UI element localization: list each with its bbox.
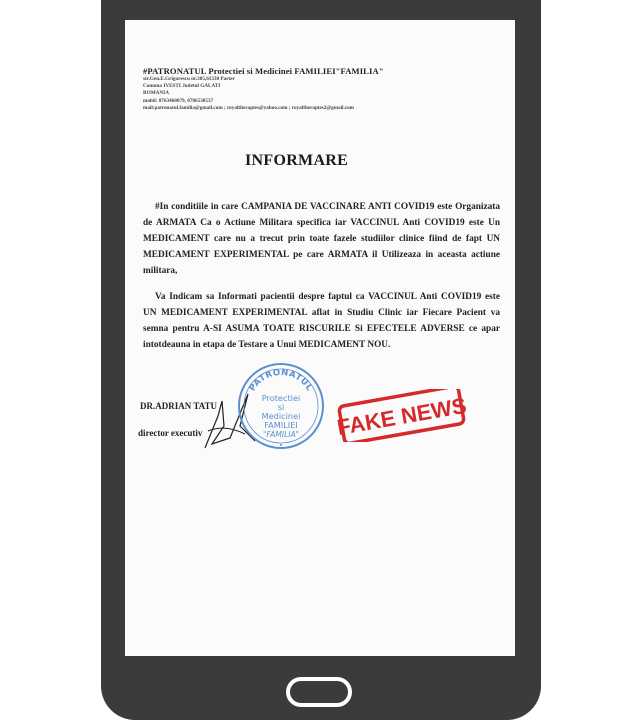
phone-line: mobil: 0763460079, 0786530537 [143, 97, 214, 104]
country-line: ROMANIA [143, 90, 169, 97]
document-title: INFORMARE [245, 152, 349, 169]
locality-line: Comuna IVESTI Judetul GALATI [143, 83, 221, 90]
document-header [143, 66, 443, 112]
stamp-line-4: FAMILIEI [264, 420, 298, 430]
fake-news-text: FAKE NEWS [335, 392, 469, 441]
round-stamp [236, 361, 326, 451]
paragraph-2: Va Indicam sa Informati pacientii despre faptul ca VACCINUL Anti COVID19 este UN MEDICAMENT EXPERIMENTAL aflat in Studiu Clinic iar Fiecare Pacient va semna pentru A-SI ASUMA TOATE RISCURILE Si EFECTELE ADVERSE ce apar intotdeauna in etapa de Testare a Unui MEDICAMENT NOU. [143, 292, 500, 350]
home-button[interactable] [286, 677, 352, 707]
stamp-line-3: Medicinei [261, 411, 301, 421]
address-line: str.Gen.E.Grigorescu nr.305,61330 Parter [143, 76, 235, 82]
stamp-arc-text: PATRONATUL [247, 367, 315, 394]
paragraph-1: #In conditiile in care CAMPANIA DE VACCINARE ANTI COVID19 este Organizata de ARMATA Ca o Actiune Militara specifica iar VACCINUL Anti COVID19 este Un MEDICAMENT care nu a trecut prin toate fazele studiilor clinice fiind de fapt UN MEDICAMENT EXPERIMENTAL pe care ARMATA il Utilizeaza in aceasta actiune militara, [143, 202, 500, 276]
organization-name: #PATRONATUL Protectiei si Medicinei FAMILIEI"FAMILIA" [143, 66, 384, 76]
email-line: mail:patronatul.familia@gmail.com ; royaltherapies@yahoo.com ; royaltherapies2@gmail.com [143, 104, 354, 111]
fake-news-stamp [331, 389, 472, 442]
stamp-line-1: Protectiei [261, 393, 301, 403]
stamp-line-2: si [277, 402, 285, 412]
signatory-name: DR.ADRIAN TATU [140, 401, 218, 411]
stamp-line-5: "FAMILIA" [262, 430, 300, 439]
signatory-role: director executiv [138, 428, 203, 438]
